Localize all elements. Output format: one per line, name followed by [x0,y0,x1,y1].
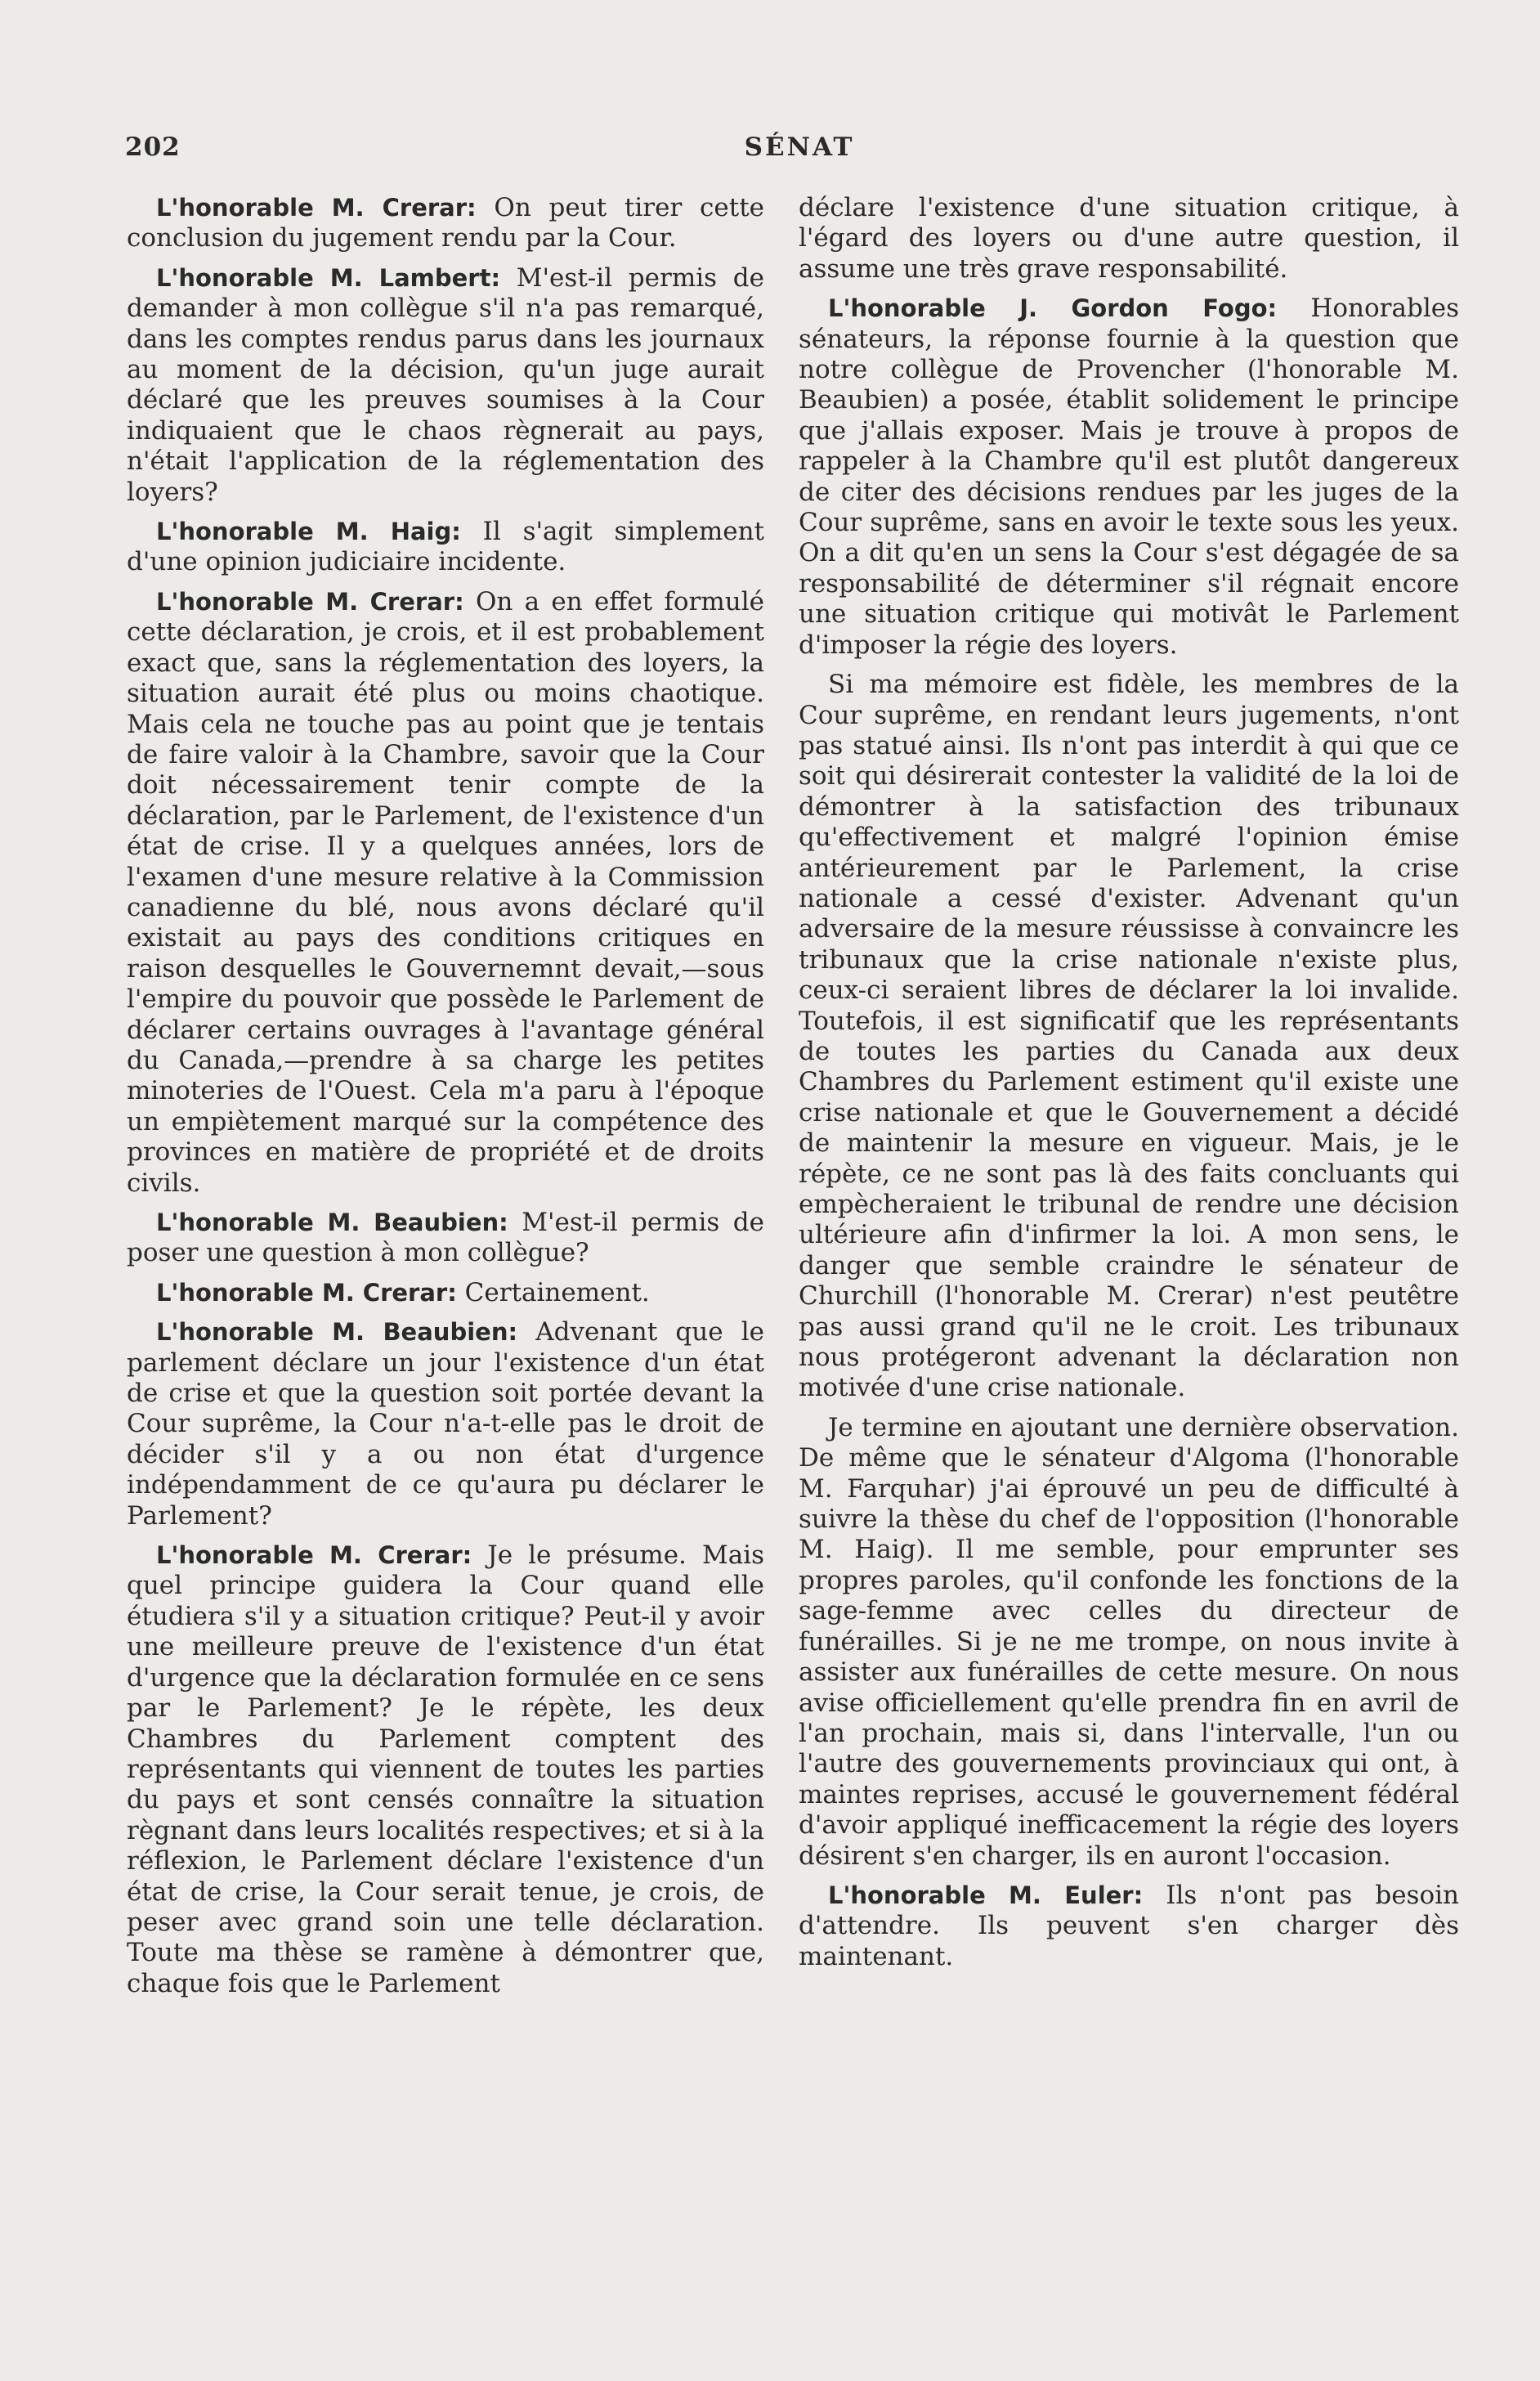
speaker-name: L'honorable M. Beaubien: [156,1208,508,1236]
running-title: SÉNAT [744,132,855,162]
paragraph [127,517,764,578]
paragraph [799,1413,1459,1872]
paragraph [127,1540,764,1999]
paragraph-text: Si ma mémoire est fidèle, les membres de la Cour suprême, en rendant leurs jugements, n'ont pas statué ainsi. Ils n'ont pas interdit à qui que ce soit qui désirerait contester la validité de la loi de démontrer à la satisfaction des tribunaux qu'effectivement et malgré l'opinion émise antérieurement par le Parlement, la crise nationale a cessé d'exister. Advenant qu'un adversaire de la mesure réussisse à convaincre les tribunaux que la crise nationale n'existe plus, ceux-ci seraient libres de déclarer la loi invalide. Toutefois, il est significatif que les représentants de toutes les parties du Canada aux deux Chambres du Parlement estiment qu'il existe une crise nationale et que le Gouvernement a décidé de maintenir la mesure en vigueur. Mais, je le répète, ce ne sont pas là des faits concluants qui empècheraient le tribunal de rendre une décision ultérieure afin d'infirmer la loi. A mon sens, le danger que semble craindre le sénateur de Churchill (l'honorable M. Crerar) n'est peutêtre pas aussi grand qu'il ne le croit. Les tribunaux nous protégeront advenant la déclaration non motivée d'une crise nationale. [799,670,1459,1403]
paragraph-text: On peut tirer cette conclusion du jugement rendu par la Cour. [127,193,764,253]
speaker-name: L'honorable M. Lambert: [156,263,501,292]
paragraph [127,1208,764,1269]
paragraph-text: Je termine en ajoutant une dernière observation. De même que le sénateur d'Algoma (l'honorable M. Farquhar) j'ai éprouvé un peu de difficulté à suivre la thèse du chef de l'opposition (l'honorable M. Haig). Il me semble, pour emprunter ses propres paroles, qu'il confonde les fonctions de la sage-femme avec celles du directeur de funérailles. Si je ne me trompe, on nous invite à assister aux funérailles de cette mesure. On nous avise officiellement qu'elle prendra fin en avril de l'an prochain, mais si, dans l'intervalle, l'un ou l'autre des gouvernements provinciaux qui ont, à maintes reprises, accusé le gouvernement fédéral d'avoir appliqué inefficacement la régie des loyers désirent s'en charger, ils en auront l'occasion. [799,1412,1459,1871]
paragraph-text: Je le présume. Mais quel principe guidera la Cour quand elle étudiera s'il y a situation critique? Peut-il y avoir une meilleure preuve de l'existence d'un état d'urgence que la déclaration formulée en ce sens par le Parlement? Je le répète, les deux Chambres du Parlement comptent des représentants qui viennent de toutes les parties du pays et sont censés connaître la situation règnant dans leurs localités respectives; et si à la réflexion, le Parlement déclare l'existence d'un état de crise, la Cour serait tenue, je crois, de peser avec grand soin une telle déclaration. Toute ma thèse se ramène à démontrer que, chaque fois que le Parlement [127,1540,764,1998]
left-column [127,193,764,2172]
paragraph [127,263,764,508]
paragraph [799,193,1459,285]
paragraph-text: Advenant que le parlement déclare un jour l'existence d'un état de crise et que la question soit portée devant la Cour suprême, la Cour n'a-t-elle pas le droit de décider s'il y a ou non état d'urgence indépendamment de ce qu'aura pu déclarer le Parlement? [127,1317,764,1531]
paragraph-text: M'est-il permis de demander à mon collègue s'il n'a pas remarqué, dans les comptes rendus parus dans les journaux au moment de la décision, qu'un juge aurait déclaré que les preuves soumises à la Cour indiquaient que le chaos règnerait au pays, n'était l'application de la réglementation des loyers? [127,262,764,507]
paragraph-text: On a en effet formulé cette déclaration, je crois, et il est probablement exact que, sans la réglementation des loyers, la situation aurait été plus ou moins chaotique. Mais cela ne touche pas au point que je tentais de faire valoir à la Chambre, savoir que la Cour doit nécessairement tenir compte de la déclaration, par le Parlement, de l'existence d'un état de crise. Il y a quelques années, lors de l'examen d'une mesure relative à la Commission canadienne du blé, nous avons déclaré qu'il existait au pays des conditions critiques en raison desquelles le Gouvernemnt devait,—sous l'empire du pouvoir que possède le Parlement de déclarer certains ouvrages à l'avantage général du Canada,—prendre à sa charge les petites minoteries de l'Ouest. Cela m'a paru à l'époque un empiètement marqué sur la compétence des provinces en matière de propriété et de droits civils. [127,586,764,1198]
paragraph-text: M'est-il permis de poser une question à mon collègue? [127,1208,764,1268]
right-column [799,193,1459,2172]
paragraph-text: déclare l'existence d'une situation critique, à l'égard des loyers ou d'une autre question, il assume une très grave responsabilité. [799,193,1459,284]
speaker-name: L'honorable M. Haig: [156,518,461,546]
speaker-name: L'honorable M. Crerar: [156,587,464,616]
paragraph [127,587,764,1199]
paragraph [127,1317,764,1531]
paragraph [799,670,1459,1404]
speaker-name: L'honorable M. Beaubien: [156,1318,518,1347]
paragraph-text: Il s'agit simplement d'une opinion judiciaire incidente. [127,517,764,577]
speaker-name: L'honorable J. Gordon Fogo: [828,294,1278,323]
paragraph-text: Ils n'ont pas besoin d'attendre. Ils peuvent s'en charger dès maintenant. [799,1880,1459,1971]
paragraph [127,193,764,254]
paragraph [127,1278,764,1308]
speaker-name: L'honorable M. Crerar: [156,1278,457,1307]
paragraph [799,1881,1459,1972]
paragraph-text: Certainement. [456,1277,650,1307]
speaker-name: L'honorable M. Euler: [828,1881,1144,1909]
speaker-name: L'honorable M. Crerar: [156,194,477,222]
page-header [125,132,1474,170]
paragraph [799,294,1459,661]
paragraph-text: Honorables sénateurs, la réponse fournie à la question que notre collègue de Provencher (l'honorable M. Beaubien) a posée, établit solidement le principe que j'allais exposer. Mais je trouve à propos de rappeler à la Chambre qu'il est plutôt dangereux de citer des décisions rendues par les juges de la Cour suprême, sans en avoir le texte sous les yeux. On a dit qu'en un sens la Cour s'est dégagée de sa responsabilité de déterminer s'il régnait encore une situation critique qui motivât le Parlement d'imposer la régie des loyers. [799,294,1459,660]
speaker-name: L'honorable M. Crerar: [156,1541,472,1570]
page-number: 202 [125,132,181,162]
